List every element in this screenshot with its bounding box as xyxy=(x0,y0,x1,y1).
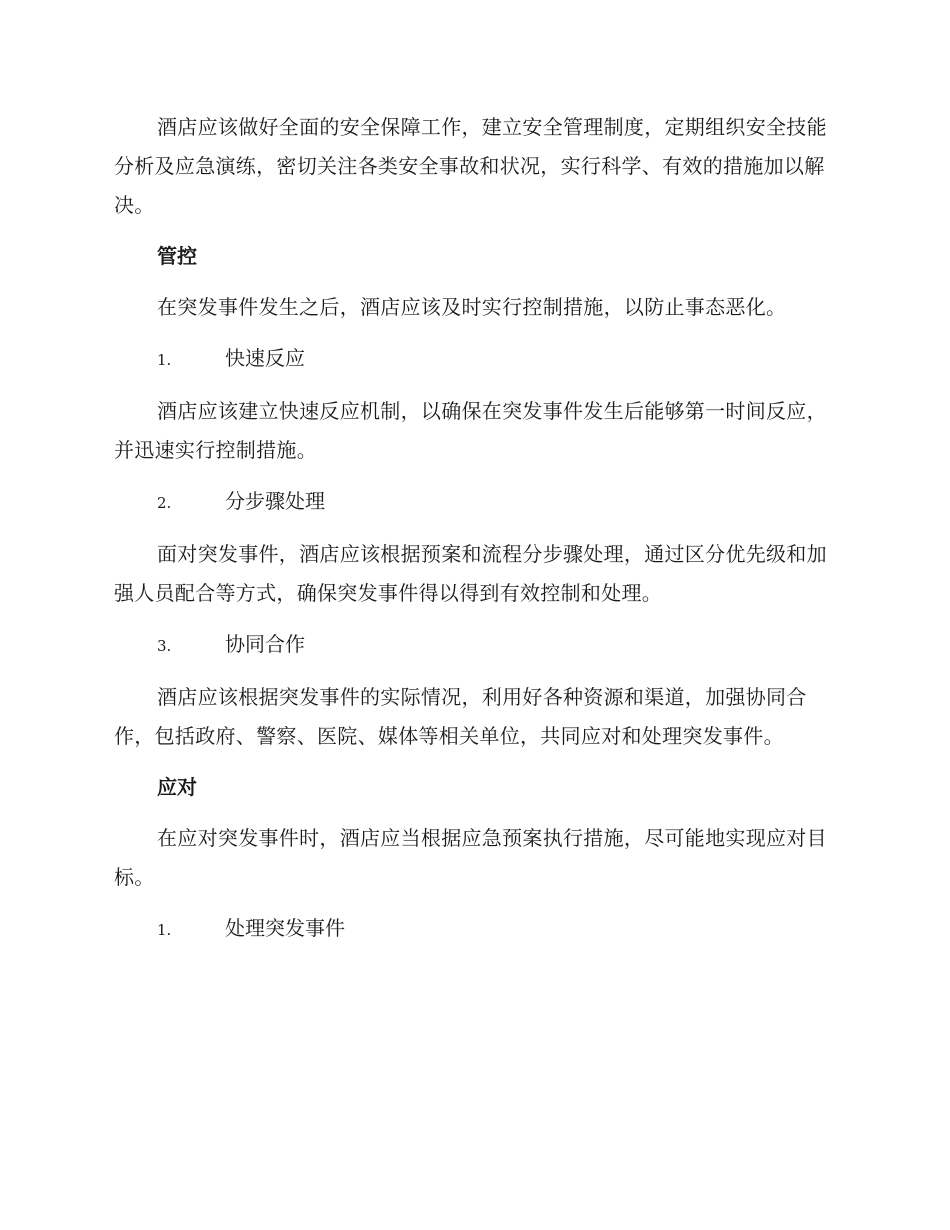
list-label: 分步骤处理 xyxy=(225,489,325,513)
paragraph-cooperation: 酒店应该根据突发事件的实际情况，利用好各种资源和渠道，加强协同合作，包括政府、警察、医院、媒体等相关单位，共同应对和处理突发事件。 xyxy=(114,685,807,748)
list-item-cooperation xyxy=(114,625,832,666)
paragraph-control-intro: 在突发事件发生之后，酒店应该及时实行控制措施，以防止事态恶化。 xyxy=(157,295,787,319)
list-number: 1. xyxy=(157,351,172,369)
paragraph-safety-assurance: 酒店应该做好全面的安全保障工作，建立安全管理制度，定期组织安全技能分析及应急演练，密切关注各类安全事故和状况，实行科学、有效的措施加以解决。 xyxy=(114,115,827,217)
list-number: 2. xyxy=(157,494,172,512)
list-label: 协同合作 xyxy=(225,632,305,656)
list-label: 处理突发事件 xyxy=(225,916,345,940)
paragraph-stepwise-handling: 面对突发事件，酒店应该根据预案和流程分步骤处理，通过区分优先级和加强人员配合等方式，确保突发事件得以得到有效控制和处理。 xyxy=(114,542,827,605)
document-body xyxy=(114,108,832,962)
list-item-handle-emergency xyxy=(114,909,832,950)
list-label: 快速反应 xyxy=(225,346,305,370)
list-number: 1. xyxy=(157,921,172,939)
section-heading-response: 应对 xyxy=(157,775,197,799)
list-item-rapid-response xyxy=(114,339,832,380)
section-heading-control: 管控 xyxy=(157,244,197,268)
paragraph-response-intro: 在应对突发事件时，酒店应当根据应急预案执行措施，尽可能地实现应对目标。 xyxy=(114,826,827,889)
paragraph-rapid-response: 酒店应该建立快速反应机制，以确保在突发事件发生后能够第一时间反应，并迅速实行控制措施。 xyxy=(114,399,827,462)
list-item-stepwise-handling xyxy=(114,482,832,523)
list-number: 3. xyxy=(157,637,172,655)
